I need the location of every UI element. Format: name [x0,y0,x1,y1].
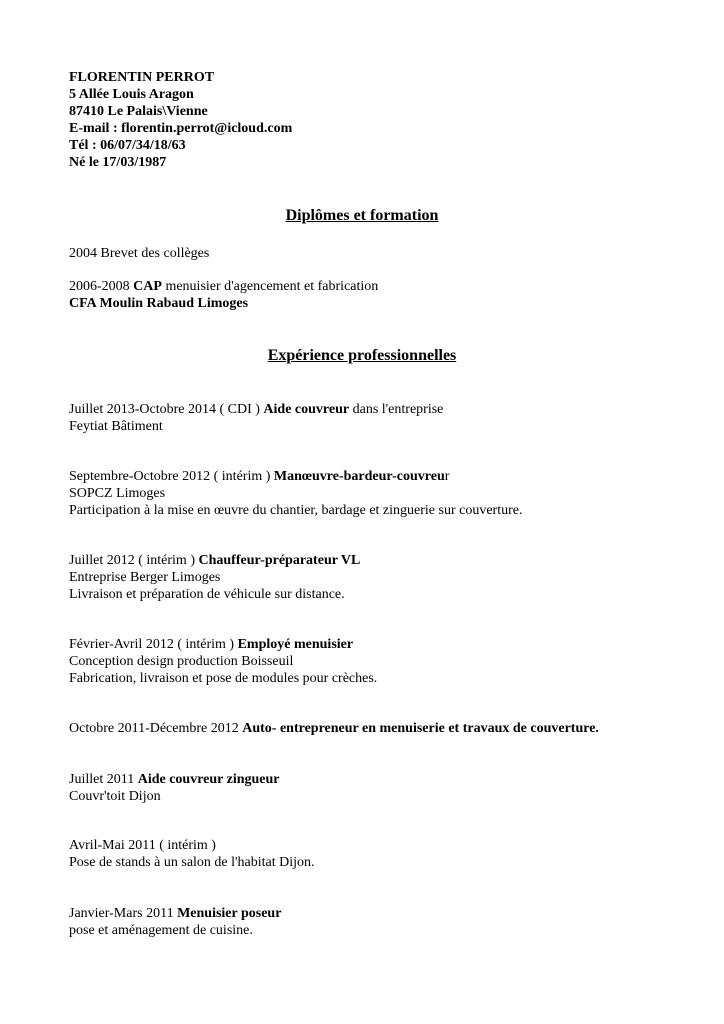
experience-description: pose et aménagement de cuisine. [69,923,253,938]
experience-entry: Janvier-Mars 2011 Menuisier poseur [69,906,282,921]
experience-role: Manœuvre-bardeur-couvreu [273,469,445,484]
experience-description: Pose de stands à un salon de l'habitat Dijon. [69,855,315,870]
experience-entry: Février-Avril 2012 ( intérim ) Employé menuisier [69,637,354,652]
experience-description: Fabrication, livraison et pose de modules pour crèches. [69,671,378,686]
diploma-description: menuisier d'agencement et fabrication [161,279,379,294]
experience-entry: Octobre 2011-Décembre 2012 Auto- entrepreneur en menuiserie et travaux de couverture. [69,721,599,736]
diplomas-heading: Diplômes et formation [285,207,439,224]
experience-entry: Avril-Mai 2011 ( intérim ) [69,838,216,853]
experience-employer: SOPCZ Limoges [69,486,166,501]
experience-employer: Entreprise Berger Limoges [69,570,221,585]
experience-description: Participation à la mise en œuvre du chantier, bardage et zinguerie sur couverture. [69,503,523,518]
experience-role: Aide couvreur [263,402,350,417]
experience-entry: Septembre-Octobre 2012 ( intérim ) Manœuvre-bardeur-couvreur [69,469,450,484]
experience-description: Livraison et préparation de véhicule sur distance. [69,587,345,602]
diploma-title: CAP [133,279,162,294]
diploma-dates: 2006-2008 [69,279,134,294]
experience-employer: Couvr'toit Dijon [69,789,161,804]
experience-heading: Expérience professionnelles [267,347,457,364]
email-line: E-mail : florentin.perrot@icloud.com [69,121,293,136]
applicant-name: FLORENTIN PERROT [69,70,215,85]
birth-date-line: Né le 17/03/1987 [69,155,167,170]
diploma-entry [69,278,378,295]
experience-entry: Juillet 2013-Octobre 2014 ( CDI ) Aide couvreur dans l'entreprise [69,402,444,417]
experience-entry: Juillet 2012 ( intérim ) Chauffeur-préparateur VL [69,553,361,568]
diploma-entry: 2004 Brevet des collèges [69,246,210,261]
phone-line: Tél : 06/07/34/18/63 [69,138,186,153]
address-line-2: 87410 Le Palais\Vienne [69,104,208,119]
address-line-1: 5 Allée Louis Aragon [69,87,194,102]
experience-role: Chauffeur-préparateur VL [198,553,361,568]
diploma-school: CFA Moulin Rabaud Limoges [69,296,249,311]
experience-entry: Juillet 2011 Aide couvreur zingueur [69,772,280,787]
experience-role: Aide couvreur zingueur [137,772,280,787]
experience-employer: Conception design production Boisseuil [69,654,294,669]
experience-role: Menuisier poseur [177,906,282,921]
experience-employer: Feytiat Bâtiment [69,419,163,434]
experience-role: Auto- entrepreneur en menuiserie et travaux de couverture. [242,721,599,736]
experience-role: Employé menuisier [237,637,354,652]
